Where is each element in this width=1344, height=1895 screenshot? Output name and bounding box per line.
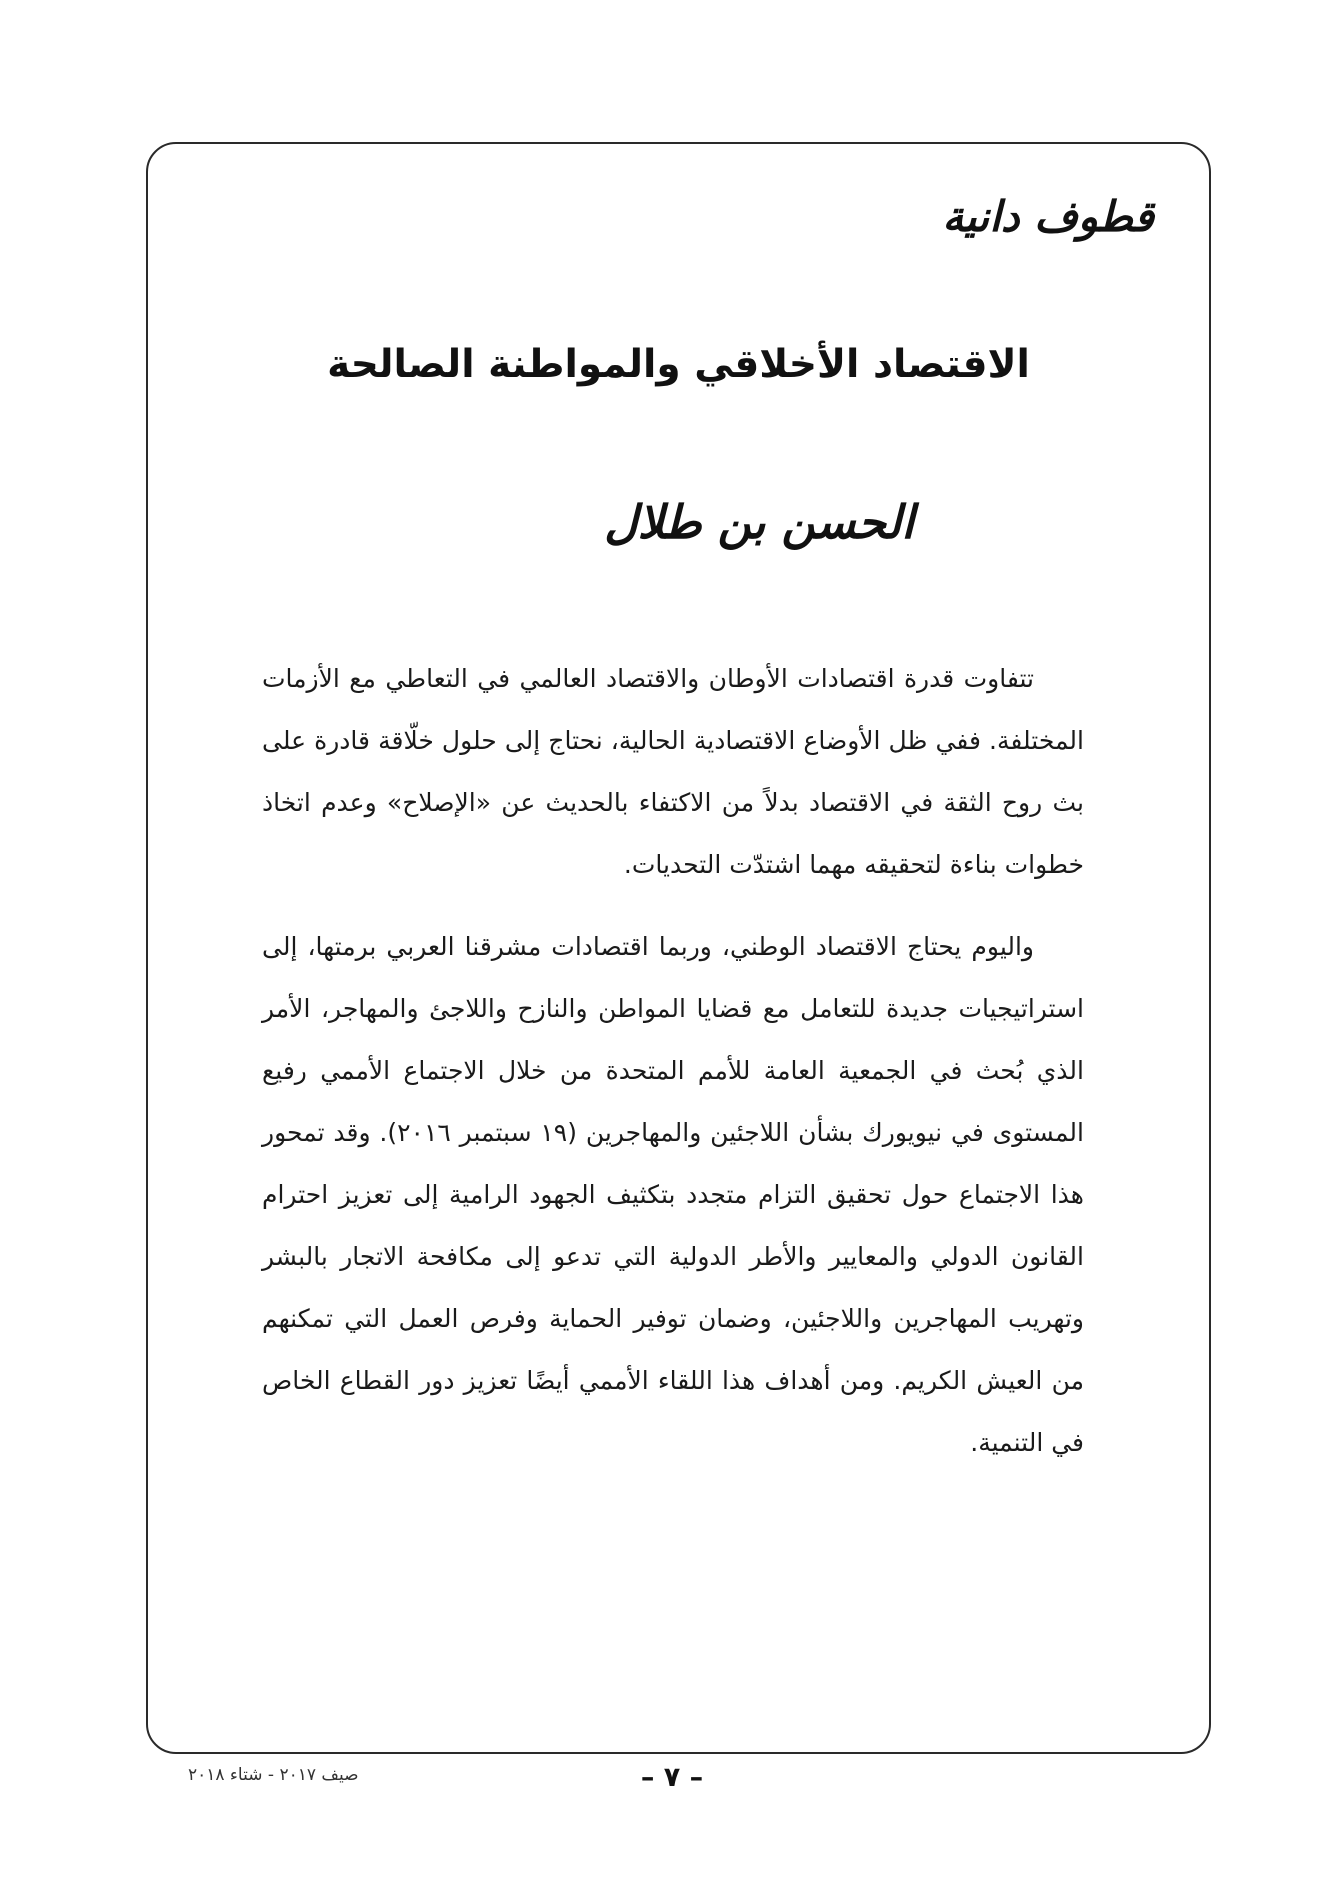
article-title: الاقتصاد الأخلاقي والمواطنة الصالحة [327,342,1030,387]
page-number: – ٧ – [640,1762,704,1793]
paragraph-2: واليوم يحتاج الاقتصاد الوطني، وربما اقتصادات مشرقنا العربي برمتها، إلى استراتيجيات جديدة للتعامل مع قضايا المواطن والنازح واللاجئ والمهاجر، الأمر الذي بُحث في الجمعية العامة للأمم المتحدة من خلال الاجتماع الأممي رفيع المستوى في نيويورك بشأن اللاجئين والمهاجرين (١٩ سبتمبر ٢٠١٦). وقد تمحور هذا الاجتماع حول تحقيق التزام متجدد بتكثيف الجهود الرامية إلى تعزيز احترام القانون الدولي والمعايير والأطر الدولية التي تدعو إلى مكافحة الاتجار بالبشر وتهريب المهاجرين واللاجئين، وضمان توفير الحماية وفرص العمل التي تمكنهم من العيش الكريم. ومن أهداف هذا اللقاء الأممي أيضًا تعزيز دور القطاع الخاص في التنمية. [262,932,1084,1457]
paragraph-1: تتفاوت قدرة اقتصادات الأوطان والاقتصاد العالمي في التعاطي مع الأزمات المختلفة. ففي ظل الأوضاع الاقتصادية الحالية، نحتاج إلى حلول خلّاقة قادرة على بث روح الثقة في الاقتصاد بدلاً من الاكتفاء بالحديث عن «الإصلاح» وعدم اتخاذ خطوات بناءة لتحقيقه مهما اشتدّت التحديات. [262,664,1084,879]
author-signature: الحسن بن طلال [604,495,914,549]
issue-date: صيف ٢٠١٧ - شتاء ٢٠١٨ [188,1765,359,1785]
article-body [262,648,1084,1494]
section-label: قطوف دانية [942,192,1154,241]
